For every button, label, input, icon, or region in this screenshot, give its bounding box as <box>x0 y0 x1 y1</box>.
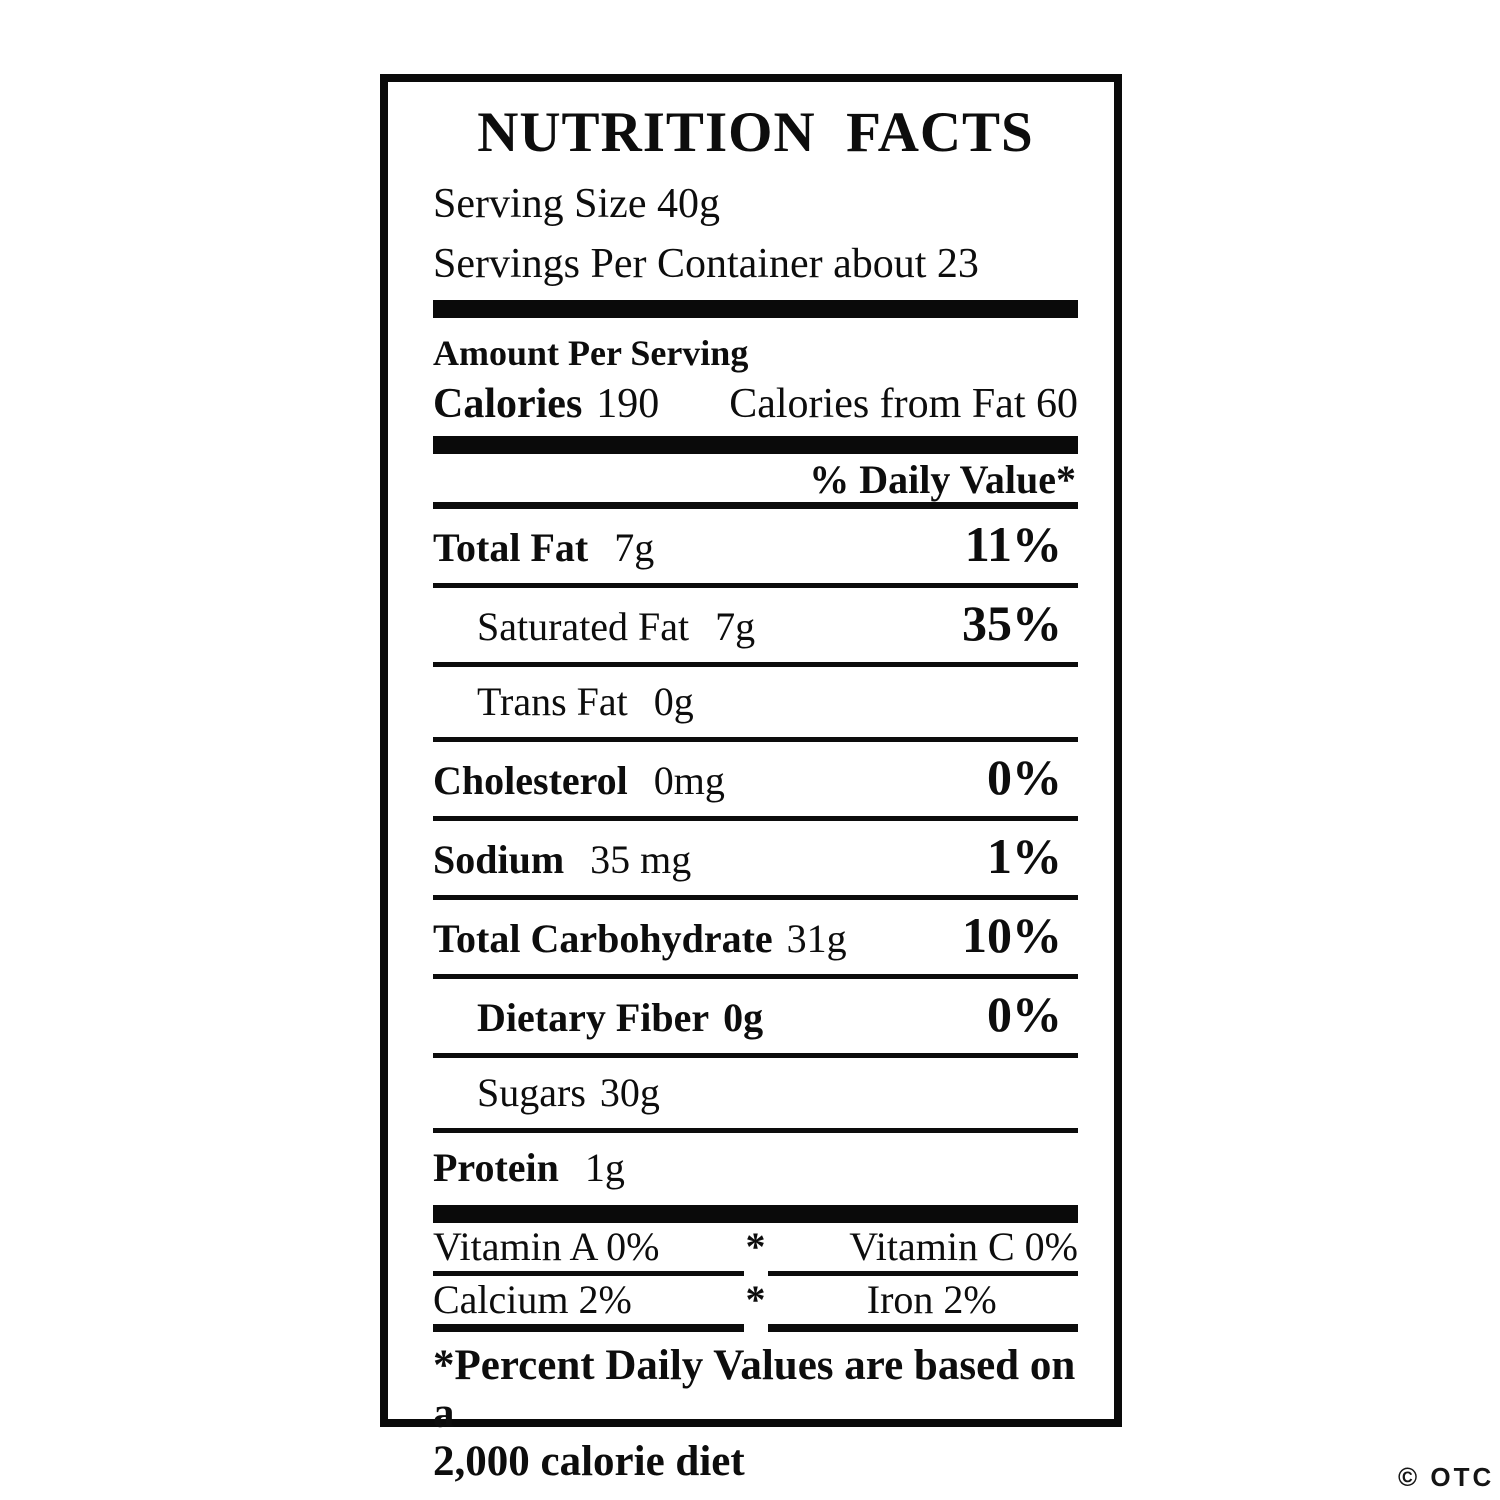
calcium: Calcium 2% <box>433 1277 632 1322</box>
nutrient-value: 1g <box>584 1145 625 1190</box>
nutrition-facts-label <box>380 74 1122 1485</box>
divider <box>433 737 1078 742</box>
nutrient-value: 0g <box>653 679 694 724</box>
calories-value: 190 <box>596 381 660 427</box>
micronutrient-row-vitamins <box>433 1223 1078 1271</box>
nutrient-label: Dietary Fiber <box>477 995 710 1040</box>
nutrient-daily-value: 1% <box>987 828 1062 884</box>
nutrient-row-total-carbohydrate <box>433 900 1078 974</box>
label-title: NUTRITION FACTS <box>477 101 1034 164</box>
nutrient-row-cholesterol <box>433 742 1078 816</box>
nutrient-label: Cholesterol <box>433 758 628 803</box>
daily-value-header: % Daily Value* <box>809 457 1076 502</box>
calories-row <box>433 380 1078 428</box>
divider <box>433 662 1078 667</box>
divider <box>433 502 1078 509</box>
servings-per-container: Servings Per Container about 23 <box>433 241 979 287</box>
footnote-line-2: 2,000 calorie diet <box>433 1438 745 1485</box>
nutrient-daily-value: 0% <box>987 749 1062 805</box>
section-bar <box>433 1205 1078 1223</box>
otc-watermark: © OTC <box>1398 1462 1495 1492</box>
calories-label: Calories <box>433 381 583 427</box>
footnote-line-1: *Percent Daily Values are based on a <box>433 1342 1076 1437</box>
nutrient-value: 35 mg <box>590 837 692 882</box>
divider <box>433 1053 1078 1058</box>
asterisk-separator: * <box>726 1225 786 1269</box>
nutrient-row-sodium <box>433 821 1078 895</box>
vitamin-c: Vitamin C 0% <box>849 1224 1078 1269</box>
calories-amount <box>433 380 659 428</box>
nutrient-daily-value: 0% <box>987 986 1062 1042</box>
nutrient-label: Total Carbohydrate <box>433 916 773 961</box>
micronutrient-row-minerals <box>433 1276 1078 1324</box>
nutrient-row-dietary-fiber <box>433 979 1078 1053</box>
daily-value-footnote <box>433 1342 1078 1486</box>
vitamin-a: Vitamin A 0% <box>433 1224 660 1269</box>
divider <box>433 1271 1078 1276</box>
asterisk-separator: * <box>726 1278 786 1322</box>
divider <box>433 816 1078 821</box>
nutrient-daily-value: 35% <box>962 595 1062 651</box>
divider <box>433 583 1078 588</box>
nutrient-value: 31g <box>786 916 847 961</box>
divider <box>433 974 1078 979</box>
calories-from-fat: Calories from Fat 60 <box>729 381 1078 427</box>
nutrient-daily-value: 10% <box>962 907 1062 963</box>
nutrient-row-protein <box>433 1133 1078 1203</box>
section-bar <box>433 436 1078 454</box>
nutrient-value: 0mg <box>653 758 725 803</box>
nutrient-value: 7g <box>614 525 655 570</box>
nutrient-row-trans-fat <box>433 667 1078 737</box>
divider <box>433 1324 1078 1332</box>
nutrient-label: Trans Fat <box>477 679 628 724</box>
serving-size: Serving Size 40g <box>433 181 720 227</box>
section-bar <box>433 300 1078 318</box>
nutrient-label: Total Fat <box>433 525 589 570</box>
nutrient-label: Protein <box>433 1145 559 1190</box>
iron: Iron 2% <box>866 1277 997 1322</box>
nutrient-value: 30g <box>599 1070 660 1115</box>
nutrient-row-total-fat <box>433 509 1078 583</box>
divider-notch <box>744 1320 768 1336</box>
nutrient-label: Sugars <box>477 1070 586 1115</box>
nutrient-value: 0g <box>723 995 764 1040</box>
nutrient-label: Saturated Fat <box>477 604 690 649</box>
amount-per-serving-heading: Amount Per Serving <box>433 333 749 373</box>
nutrient-row-saturated-fat <box>433 588 1078 662</box>
nutrient-label: Sodium <box>433 837 565 882</box>
divider <box>433 895 1078 900</box>
nutrient-value: 7g <box>715 604 756 649</box>
nutrient-daily-value: 11% <box>964 516 1062 572</box>
nutrient-row-sugars <box>433 1058 1078 1128</box>
divider <box>433 1128 1078 1133</box>
